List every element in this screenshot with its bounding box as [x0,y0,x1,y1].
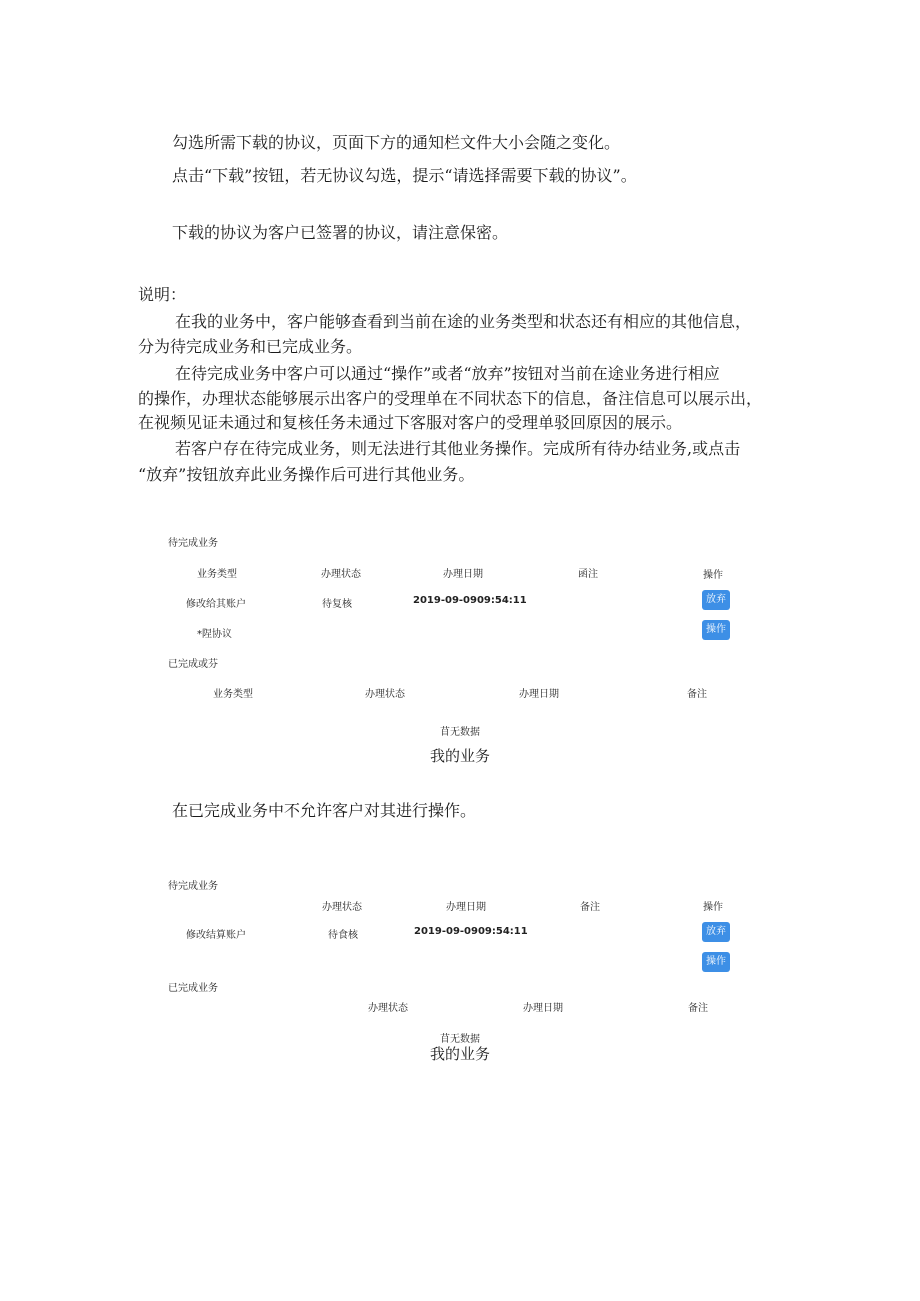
explanation-para3-line1: 若客户存在待完成业务，则无法进行其他业务操作。完成所有待办结业务,或点击 [175,439,741,458]
completed-header-type: 业务类型 [213,689,253,700]
empty-text: 苜无数据 [440,1034,480,1045]
completed-header-status: 办理状态 [368,1003,408,1014]
row-date: 2019-09-0909:54:11 [413,595,527,606]
header-status: 办理状态 [321,569,361,580]
empty-text: 苜无数据 [440,727,480,738]
row-status: 待食核 [328,930,358,941]
pending-title: 待完成业务 [168,881,218,892]
completed-header-status: 办理状态 [365,689,405,700]
explanation-para1-line1: 在我的业务中，客户能够查看到当前在途的业务类型和状态还有相应的其他信息， [175,312,752,331]
header-type: 业务类型 [197,569,237,580]
completed-title: 已完成业务 [168,983,218,994]
row-type: 修改给其账户 [186,599,246,610]
header-date: 办理日期 [446,902,486,913]
row-type: 修改结算账户 [186,930,246,941]
figure-caption: 我的业务 [430,747,491,765]
row-date: 2019-09-0909:54:11 [414,926,528,937]
explanation-para2-line3: 在视频见证未通过和复核任务未通过下客服对客户的受理单驳回原因的展示。 [138,413,683,432]
explanation-para3-line2: “放弃”按钮放弃此业务操作后可进行其他业务。 [138,465,475,484]
header-date: 办理日期 [443,569,483,580]
completed-title: 已完成或芬 [168,659,218,670]
header-action: 操作 [703,570,723,581]
operate-button[interactable]: 操作 [702,952,730,972]
header-remark: 函注 [578,569,598,580]
header-action: 操作 [703,902,723,913]
intro-line-3: 下载的协议为客户已签署的协议，请注意保密。 [172,223,509,242]
row-status: 待复核 [322,599,352,610]
abandon-button[interactable]: 放弃 [702,922,730,942]
intro-line-1: 勾选所需下载的协议，页面下方的通知栏文件大小会随之变化。 [172,133,621,152]
intro-line-2: 点击“下载”按钮，若无协议勾选，提示“请选择需要下载的协议”。 [172,166,637,185]
explanation-para2-line2: 的操作，办理状态能够展示出客户的受理单在不同状态下的信息，备注信息可以展示出， [138,389,763,408]
middle-text: 在已完成业务中不允许客户对其进行操作。 [172,801,477,820]
abandon-button[interactable]: 放弃 [702,590,730,610]
completed-header-remark: 备注 [688,1003,708,1014]
figure-caption: 我的业务 [430,1045,491,1063]
completed-header-date: 办理日期 [523,1003,563,1014]
completed-header-remark: 备注 [687,689,707,700]
header-status: 办理状态 [322,902,362,913]
completed-header-date: 办理日期 [519,689,559,700]
pending-title: 待完成业务 [168,538,218,549]
explanation-heading: 说明： [138,285,187,304]
explanation-para2-line1: 在待完成业务中客户可以通过“操作”或者“放弃”按钮对当前在途业务进行相应 [175,364,720,383]
row2-type: *陧协议 [197,629,232,640]
operate-button[interactable]: 操作 [702,620,730,640]
header-remark: 备注 [580,902,600,913]
explanation-para1-line2: 分为待完成业务和已完成业务。 [138,337,363,356]
